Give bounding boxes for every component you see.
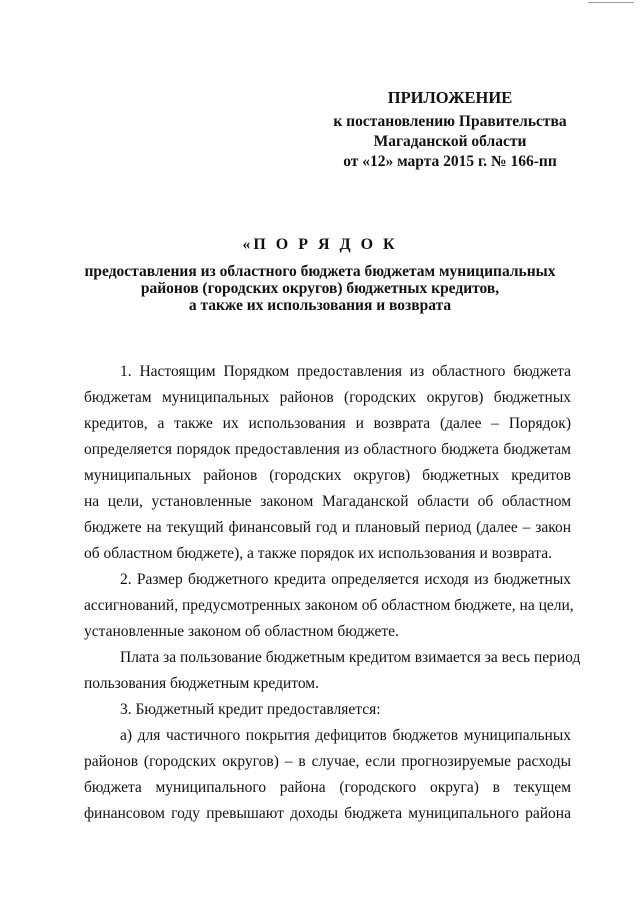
title-sub-line-2: районов (городских округов) бюджетных кредитов, — [140, 280, 500, 297]
body-line: а) для частичного покрытия дефицитов бюджетов муниципальных — [120, 727, 571, 744]
body-line: об областном бюджете), а также порядок их использования и возврата. — [84, 545, 552, 562]
appendix-ref-line-3: от «12» марта 2015 г. № 166-пп — [343, 153, 557, 170]
body-line: установленные законом об областном бюджете. — [84, 623, 399, 640]
body-line: районов (городских округов) – в случае, если прогнозируемые расходы — [84, 753, 571, 770]
scan-edge-line — [588, 2, 634, 3]
title-sub-line-3: а также их использования и возврата — [188, 297, 452, 314]
body-line: Плата за пользование бюджетным кредитом взимается за весь период — [120, 649, 581, 666]
body-line: кредитов, а также их использования и возврата (далее – Порядок) — [84, 415, 571, 432]
title-sub-line-1: предоставления из областного бюджета бюджетам муниципальных — [84, 263, 556, 280]
document-body — [84, 0, 581, 905]
body-line: на цели, установленные законом Магаданской области об областном — [84, 493, 571, 510]
body-line: финансовом году превышают доходы бюджета муниципального района — [84, 805, 571, 822]
appendix-ref-line-2: Магаданской области — [373, 133, 527, 150]
body-line: муниципальных районов (городских округов) бюджетных кредитов — [84, 467, 571, 484]
body-line: 3. Бюджетный кредит предоставляется: — [120, 701, 381, 718]
body-line: пользования бюджетным кредитом. — [84, 675, 319, 692]
body-line: бюджете на текущий финансовый год и плановый период (далее – закон — [84, 519, 571, 536]
appendix-ref-line-1: к постановлению Правительства — [333, 113, 567, 130]
body-line: 2. Размер бюджетного кредита определяется исходя из бюджетных — [120, 571, 571, 588]
body-line: ассигнований, предусмотренных законом об областном бюджете, на цели, — [84, 597, 574, 614]
appendix-title: ПРИЛОЖЕНИЕ — [387, 88, 513, 107]
body-line: 1. Настоящим Порядком предоставления из областного бюджета — [120, 363, 571, 380]
body-line: бюджета муниципального района (городского округа) в текущем — [84, 779, 571, 796]
body-line: бюджетам муниципальных районов (городских округов) бюджетных — [84, 389, 571, 406]
title-main: «П О Р Я Д О К — [242, 236, 398, 253]
body-line: определяется порядок предоставления из областного бюджета бюджетам — [84, 441, 571, 458]
